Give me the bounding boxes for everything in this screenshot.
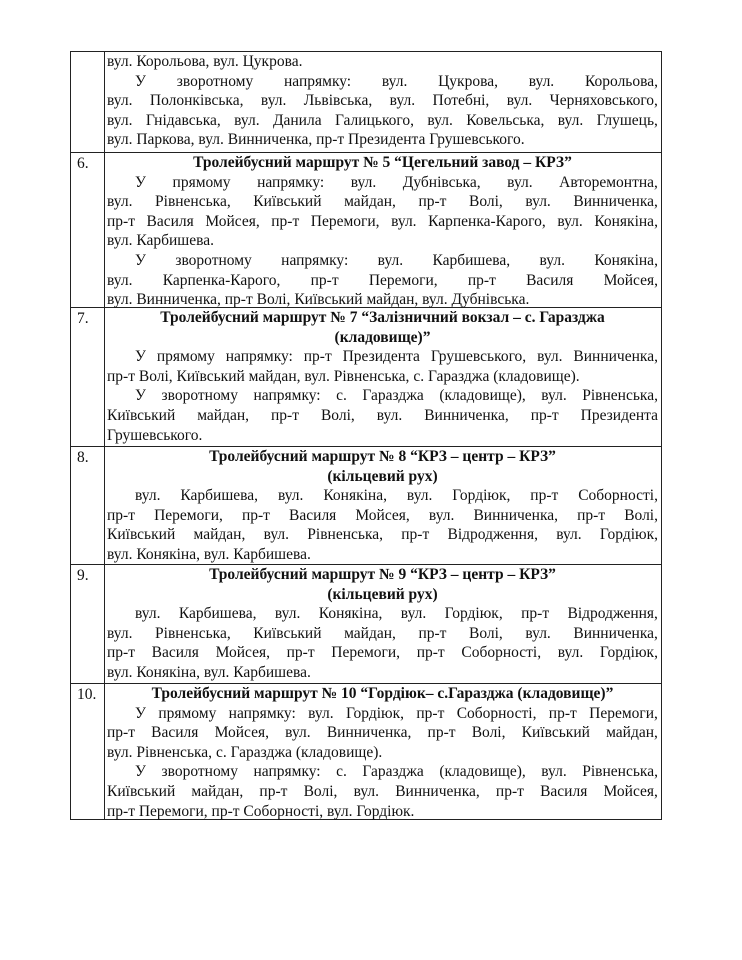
table-row xyxy=(71,446,661,564)
route-title: (кільцевий рух) xyxy=(327,585,438,603)
row-number xyxy=(71,52,105,152)
row-number: 7. xyxy=(71,308,105,446)
route-text-line: У прямому напрямку: вул. Дубнівська, вул. Авторемонтна, xyxy=(135,173,658,191)
route-text-line: вул. Паркова, вул. Винниченка, пр-т Президента Грушевського. xyxy=(107,131,525,149)
route-text-line: вул. Карбишева. xyxy=(107,232,214,250)
route-description xyxy=(105,153,661,307)
route-title: Тролейбусний маршрут № 7 “Залізничний вокзал – с. Гаразджа xyxy=(160,309,605,326)
route-text-line: пр-т Перемоги, пр-т Соборності, вул. Гордіюк. xyxy=(107,802,415,820)
route-text-line: пр-т Василя Мойсея, пр-т Перемоги, вул. Карпенка-Карого, вул. Конякіна, xyxy=(107,212,658,230)
route-text-line: вул. Рівненська, с. Гаразджа (кладовище). xyxy=(107,743,383,761)
route-description xyxy=(105,447,661,564)
route-text-line: вул. Рівненська, Київський майдан, пр-т Волі, вул. Винниченка, xyxy=(107,624,658,642)
route-text-line: пр-т Василя Мойсея, вул. Винниченка, пр-т Волі, Київський майдан, xyxy=(107,724,658,742)
route-title: Тролейбусний маршрут № 8 “КРЗ – центр – КРЗ” xyxy=(209,448,556,465)
route-text-line: У зворотному напрямку: с. Гаразджа (кладовище), вул. Рівненська, xyxy=(135,763,658,781)
route-description xyxy=(105,684,661,819)
routes-table xyxy=(70,51,662,820)
route-text-line: вул. Конякіна, вул. Карбишева. xyxy=(107,663,311,681)
route-text-line: вул. Корольова, вул. Цукрова. xyxy=(107,53,303,70)
route-title: (кладовище)” xyxy=(334,328,431,346)
route-text-line: Київський майдан, вул. Рівненська, пр-т Відродження, вул. Гордіюк, xyxy=(107,526,658,544)
route-text-line: У зворотному напрямку: вул. Цукрова, вул. Корольова, xyxy=(135,72,658,90)
route-title: Тролейбусний маршрут № 5 “Цегельний завод – КРЗ” xyxy=(193,154,572,171)
route-text-line: Київський майдан, пр-т Волі, вул. Винниченка, пр-т Василя Мойсея, xyxy=(107,782,658,800)
route-text-line: У зворотному напрямку: с. Гаразджа (кладовище), вул. Рівненська, xyxy=(135,387,658,405)
table-row xyxy=(71,307,661,446)
route-text-line: вул. Карбишева, вул. Конякіна, вул. Гордіюк, пр-т Відродження, xyxy=(135,605,658,623)
route-text-line: вул. Рівненська, Київський майдан, пр-т Волі, вул. Винниченка, xyxy=(107,193,658,211)
route-title: (кільцевий рух) xyxy=(327,467,438,485)
route-description xyxy=(105,565,661,683)
row-number: 10. xyxy=(71,684,105,819)
route-text-line: пр-т Перемоги, пр-т Василя Мойсея, вул. Винниченка, пр-т Волі, xyxy=(107,506,658,524)
route-text-line: вул. Карпенка-Карого, пр-т Перемоги, пр-т Василя Мойсея, xyxy=(107,271,658,289)
route-text-line: Грушевського. xyxy=(107,426,203,444)
route-text-line: У зворотному напрямку: вул. Карбишева, вул. Конякіна, xyxy=(135,251,658,269)
row-number: 9. xyxy=(71,565,105,683)
route-text-line: вул. Карбишева, вул. Конякіна, вул. Гордіюк, пр-т Соборності, xyxy=(135,487,658,505)
table-row xyxy=(71,564,661,683)
route-title: Тролейбусний маршрут № 9 “КРЗ – центр – КРЗ” xyxy=(209,566,556,583)
route-text-line: Київський майдан, пр-т Волі, вул. Винниченка, пр-т Президента xyxy=(107,406,658,424)
route-text-line: У прямому напрямку: вул. Гордіюк, пр-т Соборності, пр-т Перемоги, xyxy=(135,704,658,722)
row-number: 8. xyxy=(71,447,105,564)
route-text-line: вул. Полонківська, вул. Львівська, вул. Потебні, вул. Черняховського, xyxy=(107,92,658,110)
route-text-line: пр-т Василя Мойсея, пр-т Перемоги, пр-т Соборності, вул. Гордіюк, xyxy=(107,644,658,662)
table-row xyxy=(71,683,661,819)
route-text-line: У прямому напрямку: пр-т Президента Грушевського, вул. Винниченка, xyxy=(135,348,658,366)
route-text-line: вул. Конякіна, вул. Карбишева. xyxy=(107,545,311,563)
route-description xyxy=(105,308,661,446)
table-row xyxy=(71,152,661,307)
route-description xyxy=(105,52,661,152)
route-text-line: вул. Винниченка, пр-т Волі, Київський майдан, вул. Дубнівська. xyxy=(107,291,530,309)
table-row xyxy=(71,52,661,152)
row-number: 6. xyxy=(71,153,105,307)
route-text-line: вул. Гнідавська, вул. Данила Галицького, вул. Ковельська, вул. Глушець, xyxy=(107,111,658,129)
route-text-line: пр-т Волі, Київський майдан, вул. Рівненська, с. Гаразджа (кладовище). xyxy=(107,367,580,385)
route-title: Тролейбусний маршрут № 10 “Гордіюк– с.Гаразджа (кладовище)” xyxy=(151,685,614,702)
